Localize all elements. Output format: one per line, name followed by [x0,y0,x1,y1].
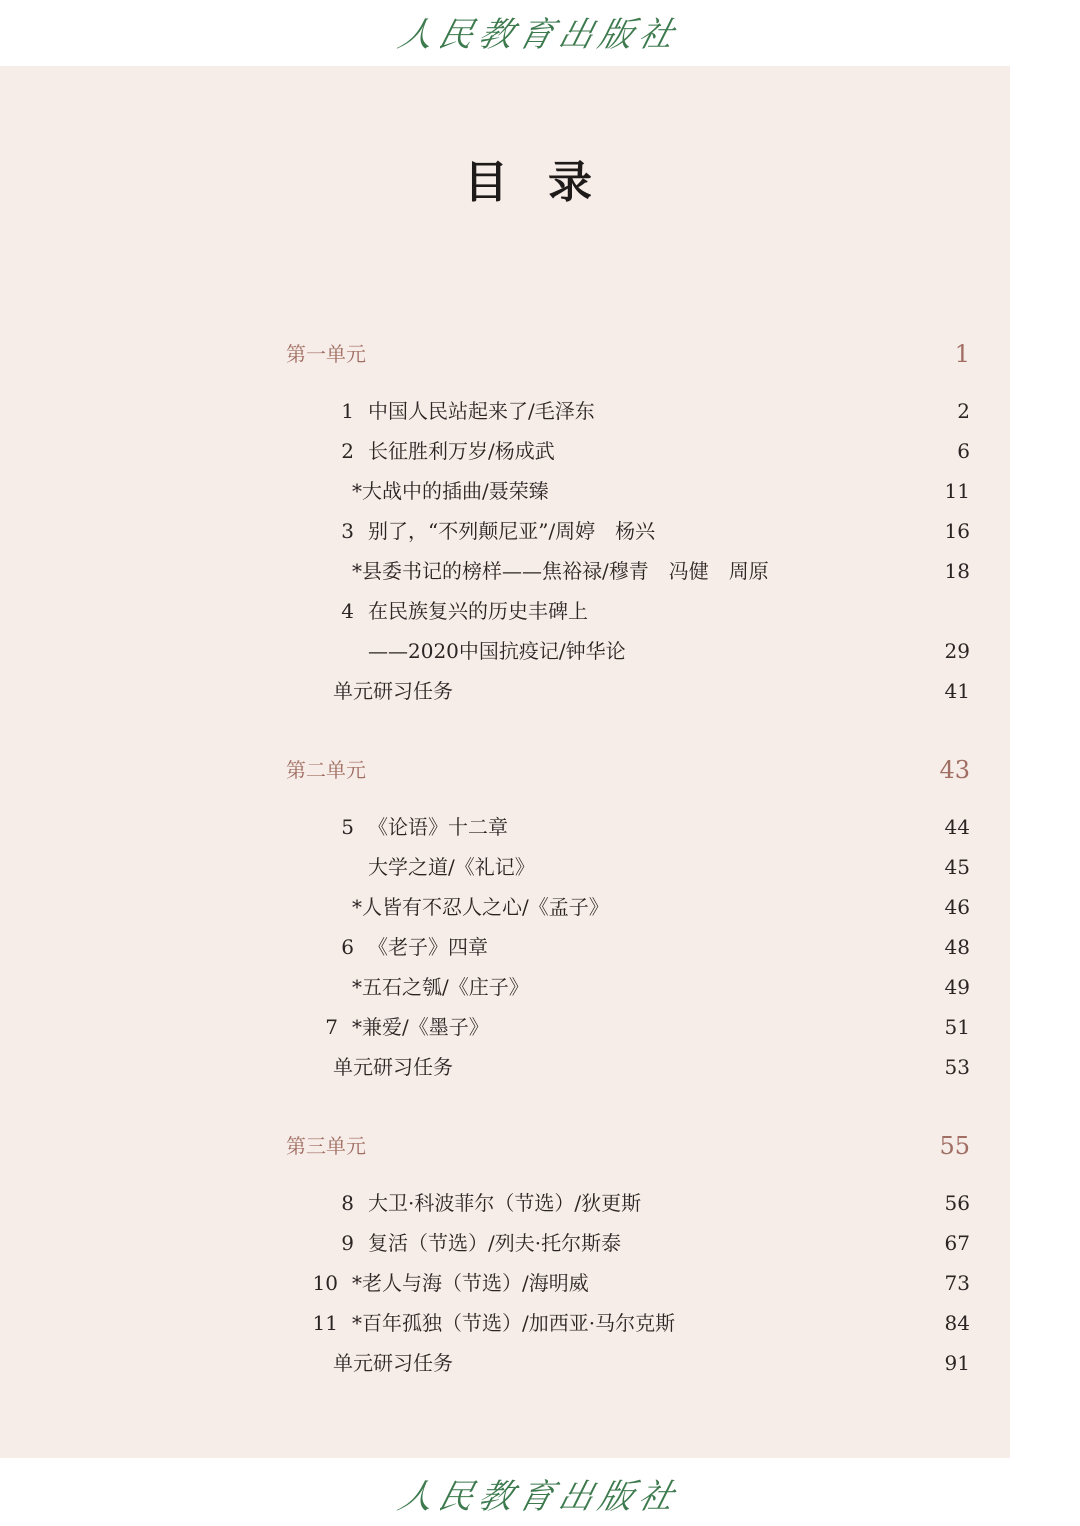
entry-title: 别了，“不列颠尼亚”/周婷 杨兴 [368,519,656,543]
toc-entry[interactable] [0,1347,1010,1379]
publisher-logo-text: 人民教育出版社 [394,14,685,55]
entry-title: 《老子》四章 [368,935,488,959]
toc-entry[interactable] [0,515,1010,547]
entry-page-number: 45 [944,855,970,879]
publisher-logo-bottom [0,1462,1080,1524]
entry-page-number: 51 [944,1015,970,1039]
entry-page-number: 11 [944,479,970,503]
toc-entry[interactable] [0,475,1010,507]
toc-entry[interactable] [0,1227,1010,1259]
unit-page-number: 1 [954,340,970,368]
toc-entry[interactable] [0,1187,1010,1219]
entry-title: *县委书记的榜样——焦裕禄/穆青 冯健 周原 [352,559,769,583]
lesson-number: 5 [341,815,354,839]
entry-title: *大战中的插曲/聂荣臻 [352,479,549,503]
unit-page-number: 55 [939,1132,970,1160]
entry-title: 单元研习任务 [333,679,453,703]
unit-title: 第一单元 [286,342,366,366]
entry-page-number: 73 [944,1271,970,1295]
entry-page-number: 29 [944,639,970,663]
lesson-number: 1 [341,399,354,423]
lesson-number: 8 [341,1191,354,1215]
publisher-logo-text: 人民教育出版社 [394,1476,685,1517]
entry-page-number: 6 [957,439,970,463]
page-title: 目录 [464,157,632,208]
toc-entry[interactable] [0,555,1010,587]
entry-title: 大学之道/《礼记》 [368,855,535,879]
entry-page-number: 16 [944,519,970,543]
toc-entry[interactable] [0,931,1010,963]
toc-entry[interactable] [0,675,1010,707]
entry-title: *老人与海（节选）/海明威 [352,1271,589,1295]
unit-heading[interactable] [0,1130,1010,1162]
toc-entry[interactable] [0,1051,1010,1083]
entry-page-number: 48 [944,935,970,959]
toc-entry[interactable] [0,595,1010,627]
toc-entry[interactable] [0,851,1010,883]
entry-title: 在民族复兴的历史丰碑上 [368,599,588,623]
entry-page-number: 41 [944,679,970,703]
unit-title: 第三单元 [286,1134,366,1158]
toc-entry[interactable] [0,435,1010,467]
entry-page-number: 84 [944,1311,970,1335]
toc-entry[interactable] [0,635,1010,667]
lesson-number: 10 [312,1271,338,1295]
unit-page-number: 43 [939,756,970,784]
toc-entry[interactable] [0,395,1010,427]
lesson-number: 9 [341,1231,354,1255]
toc-entry[interactable] [0,1307,1010,1339]
entry-title: *人皆有不忍人之心/《孟子》 [352,895,609,919]
entry-page-number: 46 [944,895,970,919]
lesson-number: 3 [341,519,354,543]
toc-entry[interactable] [0,1011,1010,1043]
entry-title: 长征胜利万岁/杨成武 [368,439,555,463]
entry-page-number: 2 [957,399,970,423]
entry-title: *百年孤独（节选）/加西亚·马尔克斯 [352,1311,676,1335]
entry-page-number: 67 [944,1231,970,1255]
entry-title: 单元研习任务 [333,1055,453,1079]
unit-title: 第二单元 [286,758,366,782]
entry-title: 《论语》十二章 [368,815,508,839]
toc-entry[interactable] [0,971,1010,1003]
lesson-number: 4 [341,599,354,623]
entry-page-number: 91 [944,1351,970,1375]
entry-page-number: 56 [944,1191,970,1215]
lesson-number: 11 [312,1311,338,1335]
lesson-number: 2 [341,439,354,463]
entry-title: 单元研习任务 [333,1351,453,1375]
entry-title: *五石之瓠/《庄子》 [352,975,529,999]
entry-title: *兼爱/《墨子》 [352,1015,489,1039]
entry-page-number: 49 [944,975,970,999]
entry-title: 复活（节选）/列夫·托尔斯泰 [368,1231,622,1255]
toc-entry[interactable] [0,811,1010,843]
entry-title: ——2020中国抗疫记/钟华论 [368,639,626,663]
lesson-number: 6 [341,935,354,959]
toc-entry[interactable] [0,1267,1010,1299]
lesson-number: 7 [325,1015,338,1039]
entry-title: 大卫·科波菲尔（节选）/狄更斯 [368,1191,642,1215]
entry-page-number: 18 [944,559,970,583]
entry-title: 中国人民站起来了/毛泽东 [368,399,595,423]
publisher-logo-top [0,0,1080,62]
unit-heading[interactable] [0,338,1010,370]
entry-page-number: 44 [944,815,970,839]
toc-entry[interactable] [0,891,1010,923]
toc-page [0,66,1010,1458]
entry-page-number: 53 [944,1055,970,1079]
unit-heading[interactable] [0,754,1010,786]
